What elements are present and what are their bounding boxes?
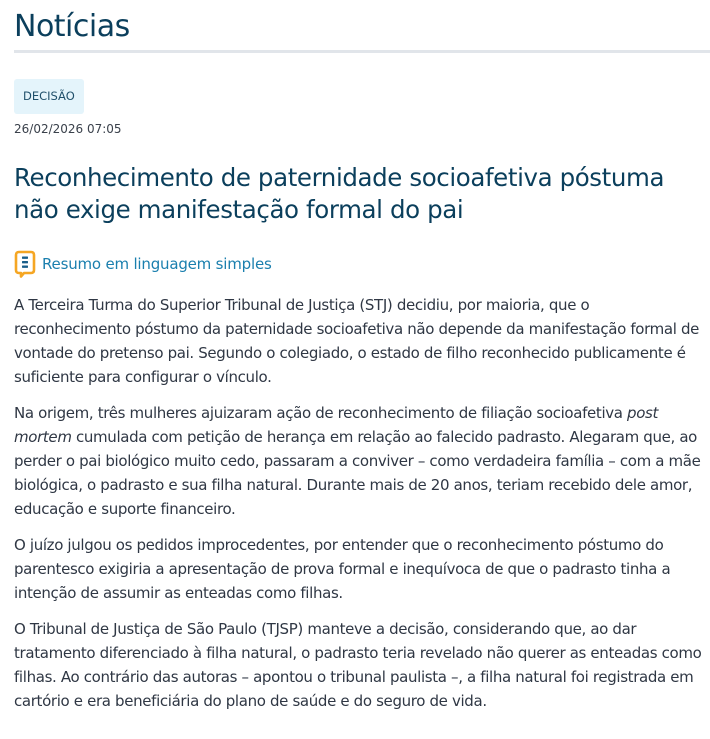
plain-language-summary-link[interactable] [14, 250, 710, 278]
section-title: Notícias [14, 9, 130, 44]
paragraph-2-text-after: cumulada com petição de herança em relação ao falecido padrasto. Alegaram que, ao perder o pai biológico muito cedo, passaram a conviver – como verdadeira família – com a mãe biológica, o padrasto e sua filha natural. Durante mais de 20 anos, teriam recebido dele amor, educação e suporte financeiro. [14, 428, 701, 518]
paragraph-2-text-before: Na origem, três mulheres ajuizaram ação de reconhecimento de filiação socioafetiva [14, 404, 628, 422]
category-badge[interactable]: DECISÃO [14, 79, 84, 114]
speech-bubble-list-icon [14, 250, 36, 278]
publish-date: 26/02/2026 07:05 [14, 122, 122, 136]
article-headline: Reconhecimento de paternidade socioafetiva póstuma não exige manifestação formal do pai [14, 163, 665, 224]
latin-term-post-mortem: post mortem [14, 404, 659, 446]
article-paragraph-1: A Terceira Turma do Superior Tribunal de Justiça (STJ) decidiu, por maioria, que o reconhecimento póstumo da paternidade socioafetiva não depende da manifestação formal de vontade do pretenso pai. Segundo o colegiado, o estado de filho reconhecido publicamente é suficiente para configurar o vínculo. [14, 296, 700, 386]
summary-link-label[interactable]: Resumo em linguagem simples [42, 255, 272, 273]
article-paragraph-4: O Tribunal de Justiça de São Paulo (TJSP) manteve a decisão, considerando que, ao dar tratamento diferenciado à filha natural, o padrasto teria revelado não querer as enteadas como filhas. Ao contrário das autoras – apontou o tribunal paulista –, a filha natural foi registrada em cartório e era beneficiária do plano de saúde e do seguro de vida. [14, 620, 702, 710]
article-paragraph-3: O juízo julgou os pedidos improcedentes, por entender que o reconhecimento póstumo do parentesco exigiria a apresentação de prova formal e inequívoca de que o padrasto tinha a intenção de assumir as enteadas como filhas. [14, 536, 671, 602]
article-body [14, 293, 704, 713]
article-paragraph-2 [14, 401, 704, 521]
section-divider [14, 50, 710, 53]
